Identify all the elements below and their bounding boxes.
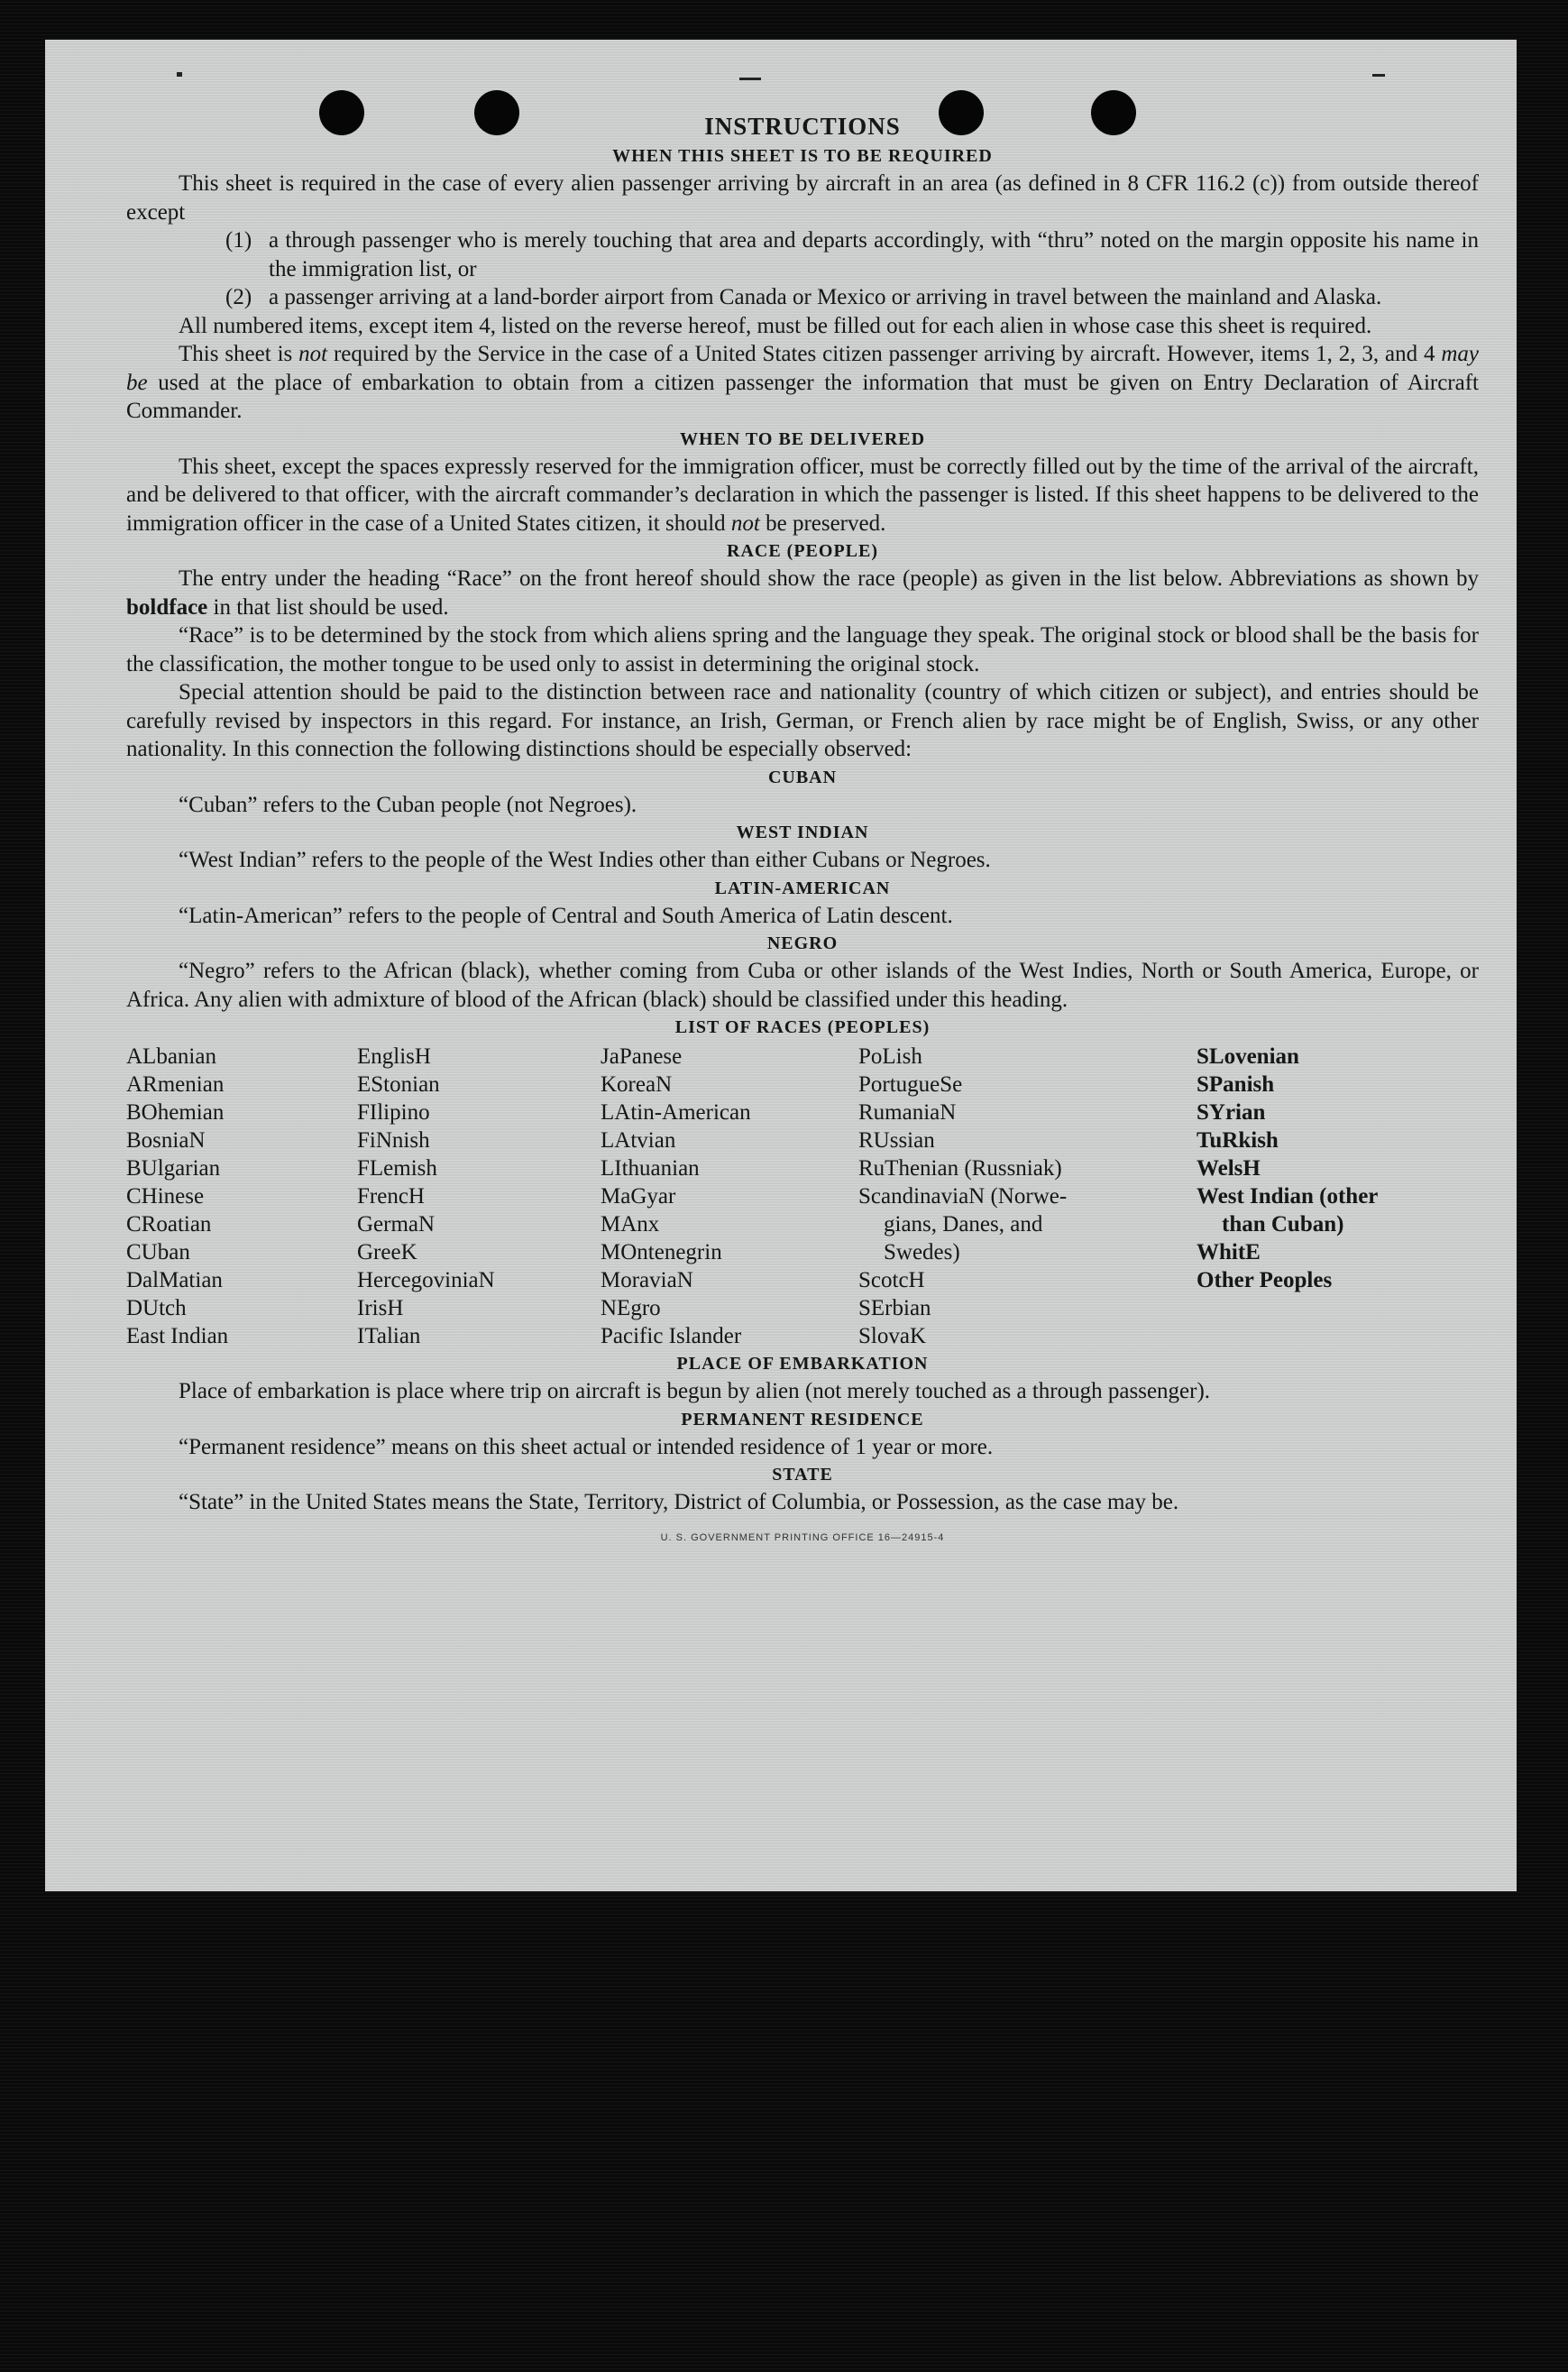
section-heading-west-indian: WEST INDIAN (736, 823, 869, 842)
section-heading-when-delivered: WHEN TO BE DELIVERED (679, 428, 926, 449)
race-entry: DalMatian (126, 1268, 223, 1292)
race-entry: BosniaN (126, 1128, 206, 1153)
race-entry: PoLish (858, 1044, 922, 1069)
section-heading-when-required: WHEN THIS SHEET IS TO BE REQUIRED (612, 146, 993, 166)
text-run: in that list should be used. (207, 594, 449, 620)
race-entry: ScandinaviaN (Norwe- (858, 1184, 1068, 1209)
race-entry: Other Peoples (1197, 1268, 1333, 1292)
section-heading-latin-american: LATIN-AMERICAN (714, 878, 891, 898)
paragraph: This sheet is required in the case of every alien passenger arriving by aircraft in an area (as defined in 8 CFR 116.2 (c)) from outside thereof except (126, 171, 1479, 225)
race-entry: PortugueSe (858, 1072, 963, 1097)
race-entry: EnglisH (357, 1044, 431, 1069)
list-item-text: a through passenger who is merely touching that area and departs accordingly, with “thru” noted on the margin opposite his name in the immigration list, or (269, 228, 1479, 281)
text-emphasis: not (730, 510, 760, 536)
race-entry: ScotcH (858, 1268, 925, 1292)
paragraph: “Cuban” refers to the Cuban people (not Negroes). (179, 792, 637, 817)
printer-imprint: U. S. GOVERNMENT PRINTING OFFICE 16—24915-4 (660, 1531, 945, 1543)
text-run: This sheet is (179, 342, 299, 366)
race-entry: MOntenegrin (601, 1240, 722, 1264)
text-emphasis: may be (126, 342, 1479, 395)
scan-mark (177, 72, 182, 77)
text-emphasis: not (298, 342, 328, 366)
race-entry: IrisH (357, 1296, 404, 1320)
section-heading-list-of-races: LIST OF RACES (PEOPLES) (674, 1017, 931, 1037)
race-entry: FIlipino (357, 1100, 430, 1125)
scan-mark (1372, 74, 1385, 77)
paragraph: “State” in the United States means the State, Territory, District of Columbia, or Possession, as the case may be. (179, 1490, 1179, 1514)
race-entry: KoreaN (601, 1072, 673, 1097)
race-entry: West Indian (other (1197, 1184, 1379, 1209)
race-entry: ITalian (357, 1324, 421, 1348)
race-entry: WhitE (1197, 1240, 1261, 1264)
race-entry: FrencH (357, 1184, 425, 1209)
section-heading-state: STATE (772, 1465, 833, 1485)
race-entry: East Indian (126, 1324, 229, 1348)
race-entry: LIthuanian (601, 1156, 700, 1181)
race-entry: FLemish (357, 1156, 437, 1181)
race-entry: RUssian (858, 1128, 935, 1153)
race-entry: MoraviaN (601, 1268, 693, 1292)
race-entry: JaPanese (601, 1044, 683, 1069)
section-heading-negro: NEGRO (766, 933, 839, 953)
race-entry: GreeK (357, 1240, 417, 1264)
text-run: required by the Service in the case of a United States citizen passenger arriving by aircraft. However, items 1, 2, 3, and 4 (327, 342, 1442, 366)
race-entry: DUtch (126, 1296, 187, 1320)
text-bold: boldface (126, 594, 208, 620)
race-column (1197, 1043, 1467, 1350)
race-entry: SPanish (1197, 1072, 1275, 1097)
race-entry: CHinese (126, 1184, 205, 1209)
race-entry: LAtvian (601, 1128, 676, 1153)
race-entry: MAnx (601, 1212, 660, 1237)
race-entry: ALbanian (126, 1044, 216, 1069)
race-entry: FiNnish (357, 1128, 430, 1153)
race-entry: HercegoviniaN (357, 1268, 495, 1292)
race-column (858, 1043, 1197, 1350)
paragraph: “Negro” refers to the African (black), whether coming from Cuba or other islands of the West Indies, North or South America, Europe, or Africa. Any alien with admixture of blood of the African (black) should be classified under this heading. (126, 959, 1479, 1012)
race-entry: EStonian (357, 1072, 440, 1097)
race-column (357, 1043, 601, 1350)
section-heading-cuban: CUBAN (767, 767, 838, 787)
paragraph: “Latin-American” refers to the people of Central and South America of Latin descent. (179, 903, 953, 928)
list-item-number: (2) (225, 285, 252, 309)
paragraph: Special attention should be paid to the distinction between race and nationality (country of which citizen or subject), and entries should be carefully revised by inspectors in this regard. For instance, an Irish, German, or French alien by race might be of English, Swiss, or any other nationality. In this connection the following distinctions should be especially observed: (126, 680, 1479, 761)
paragraph: All numbered items, except item 4, listed on the reverse hereof, must be filled out for each alien in whose case this sheet is required. (179, 313, 1372, 338)
list-item-text: a passenger arriving at a land-border airport from Canada or Mexico or arriving in travel between the mainland and Alaska. (269, 285, 1382, 309)
race-entry: CRoatian (126, 1212, 212, 1237)
race-entry: SLovenian (1197, 1044, 1299, 1069)
list-item-number: (1) (225, 228, 252, 253)
race-column (601, 1043, 858, 1350)
text-run: The entry under the heading “Race” on the front hereof should show the race (people) as given in the list below. Abbreviations as shown by (179, 566, 1479, 591)
paragraph (126, 453, 1479, 538)
section-heading-permanent-residence: PERMANENT RESIDENCE (681, 1409, 924, 1430)
scan-mark (739, 78, 761, 80)
paragraph: Place of embarkation is place where trip on aircraft is begun by alien (not merely touched as a through passenger). (179, 1379, 1211, 1403)
section-heading-race: RACE (PEOPLE) (727, 541, 878, 561)
exception-list (126, 226, 1479, 312)
document-sheet (45, 40, 1517, 1891)
race-entry: gians, Danes, and (884, 1212, 1043, 1237)
race-entry: GermaN (357, 1212, 436, 1237)
race-entry: Pacific Islander (601, 1324, 742, 1348)
race-entry: BUlgarian (126, 1156, 221, 1181)
document-content (126, 112, 1479, 1552)
race-entry: ARmenian (126, 1072, 225, 1097)
race-entry: LAtin-American (601, 1100, 751, 1125)
race-list (126, 1043, 1479, 1350)
race-entry: RuThenian (Russniak) (858, 1156, 1062, 1181)
list-item (126, 226, 1479, 283)
race-entry: SYrian (1197, 1100, 1266, 1125)
race-entry: RumaniaN (858, 1100, 957, 1125)
race-entry: NEgro (601, 1296, 661, 1320)
race-entry: WelsH (1197, 1156, 1261, 1181)
race-entry: than Cuban) (1222, 1212, 1344, 1237)
race-entry: MaGyar (601, 1184, 676, 1209)
text-run: This sheet, except the spaces expressly reserved for the immigration officer, must be correctly filled out by the time of the arrival of the aircraft, and be delivered to that officer, with the aircraft commander’s declaration in which the passenger is listed. If this sheet happens to be delivered to the immigration officer in the case of a United States citizen, it should (126, 454, 1479, 536)
race-entry: SErbian (858, 1296, 931, 1320)
text-run: be preserved. (759, 510, 886, 536)
list-item (126, 283, 1479, 312)
race-entry: Swedes) (884, 1240, 960, 1264)
paragraph: “West Indian” refers to the people of the West Indies other than either Cubans or Negroes. (179, 848, 991, 872)
section-heading-place-of-embarkation: PLACE OF EMBARKATION (676, 1354, 929, 1374)
paragraph: “Permanent residence” means on this sheet actual or intended residence of 1 year or more. (179, 1434, 994, 1459)
race-entry: TuRkish (1197, 1128, 1279, 1153)
paragraph: “Race” is to be determined by the stock from which aliens spring and the language they speak. The original stock or blood shall be the basis for the classification, the mother tongue to be used only to assist in determining the original stock. (126, 623, 1479, 676)
paragraph (126, 565, 1479, 621)
race-entry: SlovaK (858, 1324, 926, 1348)
race-column (126, 1043, 357, 1350)
document-title: INSTRUCTIONS (704, 113, 901, 140)
race-entry: BOhemian (126, 1100, 225, 1125)
paragraph (126, 340, 1479, 426)
text-run: used at the place of embarkation to obtain from a citizen passenger the information that must be given on Entry Declaration of Aircraft Commander. (126, 370, 1479, 423)
race-entry: CUban (126, 1240, 190, 1264)
